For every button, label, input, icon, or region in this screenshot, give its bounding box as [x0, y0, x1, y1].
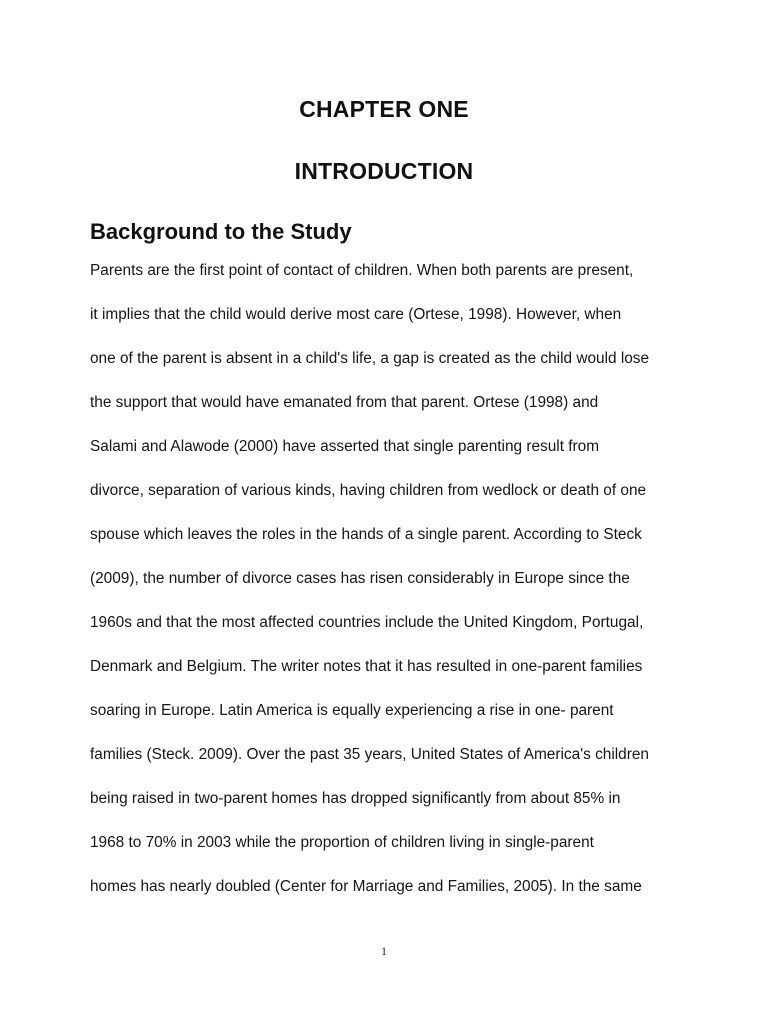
body-line: it implies that the child would derive most care (Ortese, 1998). However, when: [90, 306, 622, 323]
body-paragraph: [90, 258, 690, 918]
body-line: families (Steck. 2009). Over the past 35 years, United States of America's children: [90, 746, 649, 763]
subsection-heading: Background to the Study: [90, 219, 352, 244]
chapter-heading: CHAPTER ONE: [299, 96, 469, 122]
body-line: the support that would have emanated from that parent. Ortese (1998) and: [90, 394, 599, 411]
body-line: being raised in two-parent homes has dropped significantly from about 85% in: [90, 790, 621, 807]
section-heading: INTRODUCTION: [294, 158, 474, 184]
body-line: spouse which leaves the roles in the hands of a single parent. According to Steck: [90, 526, 642, 543]
body-line: 1960s and that the most affected countries include the United Kingdom, Portugal,: [90, 614, 644, 631]
body-line: divorce, separation of various kinds, having children from wedlock or death of one: [90, 482, 647, 499]
page-number: 1: [381, 944, 387, 958]
body-line: 1968 to 70% in 2003 while the proportion of children living in single-parent: [90, 834, 594, 851]
body-line: (2009), the number of divorce cases has risen considerably in Europe since the: [90, 570, 630, 587]
body-line: Parents are the first point of contact of children. When both parents are present,: [90, 262, 634, 279]
body-line: soaring in Europe. Latin America is equally experiencing a rise in one- parent: [90, 702, 614, 719]
body-line: Salami and Alawode (2000) have asserted that single parenting result from: [90, 438, 600, 455]
body-line: homes has nearly doubled (Center for Marriage and Families, 2005). In the same: [90, 878, 642, 895]
body-line: one of the parent is absent in a child's life, a gap is created as the child would lose: [90, 350, 650, 367]
body-line: Denmark and Belgium. The writer notes that it has resulted in one-parent families: [90, 658, 643, 675]
